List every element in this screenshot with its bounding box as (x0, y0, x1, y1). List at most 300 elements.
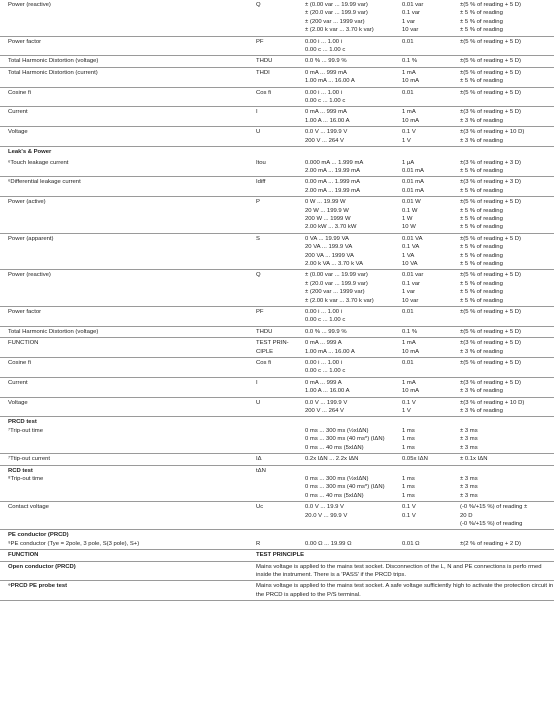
function-header: FUNCTION (0, 550, 248, 561)
cell-line: 0 mA ... 999 A (305, 379, 342, 386)
range-cell (297, 147, 394, 158)
resolution-cell (394, 158, 452, 177)
function-cell (0, 397, 248, 417)
cell-line (305, 531, 394, 539)
cell-line: 1 ms (402, 492, 415, 499)
table-row (0, 233, 554, 270)
cell-line: TEST PRIN- (256, 340, 289, 347)
cell-line: ⁹PE conductor (Tye = 2pole, 3 pole, S(3 pole), S+) (8, 540, 140, 547)
cell-line: 0.01 mA (402, 187, 424, 194)
cell-line: Cosine fi (8, 360, 31, 367)
resolution-cell (394, 147, 452, 158)
cell-line: 0.2x IΔN ... 2.2x IΔN (305, 456, 359, 463)
cell-line (8, 444, 248, 452)
function-cell (0, 377, 248, 397)
symbol-cell (248, 417, 297, 454)
symbol-cell (248, 67, 297, 87)
symbol-cell (248, 377, 297, 397)
note-text: Mains voltage is applied to the mains test socket. Disconnection of the L, N and PE connections is perfo rmed inside the instrument. There is a 'PASS' if the PRCD trips. (248, 561, 554, 581)
range-cell (297, 270, 394, 307)
accuracy-cell (452, 67, 554, 87)
resolution-cell (394, 338, 452, 358)
cell-line: THDU (256, 328, 273, 335)
accuracy-cell (452, 36, 554, 56)
cell-line: 0 W ... 19.99 W (305, 199, 346, 206)
cell-line: Total Harmonic Distortion (voltage) (8, 58, 99, 65)
range-cell (297, 326, 394, 337)
range-cell (297, 0, 394, 36)
cell-line: 10 W (402, 224, 416, 231)
cell-line: Cos fi (256, 360, 272, 367)
cell-line: 0.00 i ... 1.00 i (305, 89, 343, 96)
cell-line: Cosine fi (8, 89, 31, 96)
cell-line: 1 mA (402, 379, 416, 386)
cell-line: Current (8, 109, 28, 116)
function-cell (0, 307, 248, 327)
resolution-cell (394, 377, 452, 397)
cell-line: 0 ms ... 300 ms (40 ms*) (IΔN) (305, 484, 385, 491)
cell-line: 0.1 W (402, 207, 418, 214)
range-cell (297, 127, 394, 147)
cell-line: I (256, 109, 258, 116)
cell-line: ±(3 % of reading + 3 D) (460, 159, 522, 166)
cell-line: 1 ms (402, 484, 415, 491)
cell-line: 0.0 % ... 99.9 % (305, 328, 347, 335)
cell-line: 10 VA (402, 260, 418, 267)
resolution-cell (394, 177, 452, 197)
table-row (0, 417, 554, 454)
cell-line: Total Harmonic Distortion (current) (8, 69, 98, 76)
cell-line (402, 418, 452, 426)
cell-line: 0.0 % ... 99.9 % (305, 58, 347, 65)
cell-line: ± (0.00 var ... 19.99 var) (305, 272, 368, 279)
cell-line: ± 3 ms (460, 444, 478, 451)
cell-line: Cos fi (256, 89, 272, 96)
resolution-cell (394, 107, 452, 127)
cell-line (256, 418, 297, 426)
cell-line: R (256, 540, 261, 547)
cell-line: ±(3 % of reading + 10 D) (460, 129, 525, 136)
cell-line (8, 435, 248, 443)
cell-line: ⁸Trip-out time (8, 475, 44, 482)
table-row (0, 56, 554, 67)
table-row (0, 326, 554, 337)
resolution-cell (394, 326, 452, 337)
function-cell (0, 67, 248, 87)
symbol-cell (248, 177, 297, 197)
symbol-cell (248, 107, 297, 127)
cell-line: 0.00 c ... 1.00 c (305, 47, 346, 54)
table-row (0, 358, 554, 378)
symbol-cell (248, 56, 297, 67)
resolution-cell (394, 87, 452, 107)
symbol-cell (248, 127, 297, 147)
accuracy-cell (452, 56, 554, 67)
symbol-cell (248, 0, 297, 36)
cell-line: 1 ms (402, 427, 415, 434)
cell-line: ±(3 % of reading + 10 D) (460, 399, 525, 406)
cell-line: 1 ms (402, 436, 415, 443)
cell-line: 0.1 % (402, 58, 418, 65)
cell-line: ±(5 % of reading + 5 D) (460, 38, 522, 45)
cell-line: ± 5 % of reading (460, 27, 503, 34)
table-row (0, 127, 554, 147)
accuracy-cell (452, 177, 554, 197)
cell-line: ⁷Ttip-out current (8, 456, 51, 463)
cell-line: ± 3 ms (460, 475, 478, 482)
cell-line: ± (20.0 var ... 199.9 var) (305, 280, 368, 287)
cell-line: ± 3 % of reading (460, 137, 503, 144)
cell-line: IΔ (256, 456, 262, 463)
cell-line: 0.01 var (402, 2, 424, 8)
cell-line: ± 5 % of reading (460, 167, 503, 174)
range-cell (297, 358, 394, 378)
cell-line: Power factor (8, 309, 42, 315)
cell-line: ±(5 % of reading + 5 D) (460, 199, 522, 206)
cell-line: ± 5 % of reading (460, 260, 503, 267)
range-cell (297, 530, 394, 550)
resolution-cell (394, 307, 452, 327)
section-heading: PRCD test (8, 419, 37, 426)
resolution-cell (394, 465, 452, 502)
function-cell (0, 530, 248, 550)
resolution-cell (394, 358, 452, 378)
cell-line: 0.00 i ... 1.00 i (305, 38, 343, 45)
resolution-cell (394, 56, 452, 67)
table-row (0, 0, 554, 36)
accuracy-cell (452, 87, 554, 107)
cell-line: ± (20.0 var ... 199.9 var) (305, 10, 368, 17)
cell-line: 0.000 mA ... 1.999 mA (305, 159, 364, 166)
note-label: Open conductor (PRCD) (0, 561, 248, 581)
cell-line: 0.1 V (402, 504, 416, 511)
range-cell (297, 454, 394, 465)
cell-line: THDU (256, 58, 273, 65)
cell-line: 0.01 (402, 38, 414, 45)
range-cell (297, 107, 394, 127)
cell-line (305, 418, 394, 426)
cell-line: 0.00 i ... 1.00 i (305, 360, 343, 367)
cell-line: CIPLE (256, 348, 274, 355)
cell-line: ±(5 % of reading + 5 D) (460, 328, 522, 335)
cell-line: ±(5 % of reading + 5 D) (460, 58, 522, 65)
cell-line: P (256, 199, 260, 206)
cell-line: 0.1 V (402, 129, 416, 136)
resolution-cell (394, 197, 452, 234)
cell-line: 0.00 i ... 1.00 i (305, 309, 343, 315)
cell-line: 0.01 mA (402, 179, 424, 186)
cell-line: ±(5 % of reading + 5 D) (460, 89, 522, 96)
symbol-cell (248, 158, 297, 177)
accuracy-cell (452, 233, 554, 270)
cell-line: Contact voltage (8, 504, 49, 511)
cell-line: 2.00 k VA ... 3.70 k VA (305, 260, 364, 267)
cell-line: 0.1 var (402, 10, 421, 17)
function-cell (0, 454, 248, 465)
cell-line: 0.00 c ... 1.00 c (305, 368, 346, 375)
table-row (0, 377, 554, 397)
cell-line: Current (8, 379, 28, 386)
accuracy-cell (452, 397, 554, 417)
cell-line: 0 ms ... 40 ms (5xIΔN) (305, 492, 364, 499)
range-cell (297, 397, 394, 417)
symbol-cell (248, 147, 297, 158)
symbol-cell (248, 338, 297, 358)
cell-line: 0.00 mA ... 1.999 mA (305, 179, 361, 186)
cell-line: 0.01 W (402, 199, 421, 206)
cell-line: Q (256, 272, 261, 279)
table-row (0, 502, 554, 530)
accuracy-cell (452, 0, 554, 36)
cell-line: ± 0.1x IΔN (460, 456, 488, 463)
cell-line: 200 VA ... 1999 VA (305, 252, 354, 259)
symbol-cell (248, 87, 297, 107)
cell-line: 0.1 V (402, 399, 416, 406)
cell-line: ± 5 % of reading (460, 289, 503, 296)
resolution-cell (394, 502, 452, 530)
function-cell (0, 338, 248, 358)
resolution-cell (394, 397, 452, 417)
cell-line: 0 mA ... 999 mA (305, 69, 347, 76)
resolution-cell (394, 0, 452, 36)
symbol-cell (248, 397, 297, 417)
range-cell (297, 177, 394, 197)
resolution-cell (394, 530, 452, 550)
cell-line: 0.01 (402, 89, 414, 96)
symbol-cell (248, 233, 297, 270)
accuracy-cell (452, 307, 554, 327)
table-row (0, 465, 554, 502)
cell-line: ± (200 var ... 1999 var) (305, 18, 365, 25)
table-row (0, 36, 554, 56)
cell-line: 1 VA (402, 252, 415, 259)
cell-line: 1 μA (402, 159, 415, 166)
table-row (0, 177, 554, 197)
cell-line: ±(5 % of reading + 5 D) (460, 309, 522, 315)
function-cell (0, 270, 248, 307)
range-cell (297, 417, 394, 454)
range-cell (297, 502, 394, 530)
symbol-cell (248, 530, 297, 550)
cell-line: ±(5 % of reading + 5 D) (460, 272, 522, 279)
cell-line: ±(5 % of reading + 5 D) (460, 360, 522, 367)
cell-line: ± 3 ms (460, 436, 478, 443)
accuracy-cell (452, 158, 554, 177)
note-text: Mains voltage is applied to the mains test socket. A safe voltage sufficiently high to activate the protection circuit in the PRCD is applied to the P/S terminal. (248, 581, 554, 601)
cell-line: 1 W (402, 215, 413, 222)
accuracy-cell (452, 454, 554, 465)
cell-line: PF (256, 38, 264, 45)
cell-line: ± 3 ms (460, 484, 478, 491)
cell-line: 0 ms ... 300 ms (½xIΔN) (305, 475, 369, 482)
accuracy-cell (452, 326, 554, 337)
cell-line: 200 V ... 264 V (305, 137, 344, 144)
cell-line: 0 ms ... 300 ms (40 ms*) (IΔN) (305, 436, 385, 443)
cell-line: 10 var (402, 297, 419, 304)
cell-line: ⁶Touch leakage current (8, 159, 69, 166)
resolution-cell (394, 417, 452, 454)
accuracy-cell (452, 377, 554, 397)
function-cell (0, 127, 248, 147)
cell-line: ± (200 var ... 1999 var) (305, 289, 365, 296)
symbol-cell (248, 502, 297, 530)
cell-line: ±(5 % of reading + 5 D) (460, 235, 522, 242)
function-cell (0, 197, 248, 234)
accuracy-cell (452, 465, 554, 502)
symbol-cell (248, 36, 297, 56)
cell-line: 1 mA (402, 69, 416, 76)
table-row (0, 147, 554, 158)
table-row (0, 270, 554, 307)
accuracy-cell (452, 147, 554, 158)
cell-line: 1 ms (402, 444, 415, 451)
cell-line: FUNCTION (8, 340, 39, 347)
section-heading: PE conductor (PRCD) (8, 532, 69, 539)
cell-line: ±(2 % of reading + 2 D) (460, 540, 522, 547)
cell-line: 10 mA (402, 388, 420, 395)
table-row (0, 530, 554, 550)
function-cell (0, 158, 248, 177)
accuracy-cell (452, 127, 554, 147)
cell-line: Power (active) (8, 199, 46, 206)
cell-line: 1 var (402, 289, 416, 296)
cell-line: Power (reactive) (8, 272, 51, 279)
cell-line: 200 W ... 1999 W (305, 215, 351, 222)
cell-line: ± 5 % of reading (460, 10, 503, 17)
cell-line: ± 3 % of reading (460, 117, 503, 124)
cell-line (305, 467, 394, 475)
cell-line: 1 V (402, 408, 411, 415)
cell-line: ±(3 % of reading + 5 D) (460, 109, 522, 116)
resolution-cell (394, 270, 452, 307)
cell-line: Idiff (256, 179, 266, 186)
table-row (0, 67, 554, 87)
cell-line (460, 418, 554, 426)
cell-line: I (256, 379, 258, 386)
cell-line: 0.01 (402, 360, 414, 367)
note-row (0, 581, 554, 601)
function-cell (0, 326, 248, 337)
note-label: ⁹PRCD PE probe test (0, 581, 248, 601)
cell-line: ± 5 % of reading (460, 18, 503, 25)
range-cell (297, 67, 394, 87)
table-row (0, 158, 554, 177)
cell-line: Voltage (8, 399, 28, 406)
function-cell (0, 233, 248, 270)
function-cell (0, 465, 248, 502)
cell-line: ±(5 % of reading + 5 D) (460, 2, 522, 8)
cell-line: 0.00 c ... 1.00 c (305, 98, 346, 105)
cell-line: ± (2.00 k var ... 3.70 k var) (305, 297, 374, 304)
cell-line: 10 mA (402, 348, 420, 355)
cell-line: ± 3 % of reading (460, 408, 503, 415)
cell-line: THDI (256, 69, 270, 76)
cell-line: 0.0 V ... 19.9 V (305, 504, 344, 511)
cell-line (402, 531, 452, 539)
cell-line: tΔN (256, 467, 266, 474)
resolution-cell (394, 454, 452, 465)
range-cell (297, 465, 394, 502)
cell-line (256, 427, 297, 435)
table-row (0, 307, 554, 327)
cell-line: ± 5 % of reading (460, 224, 503, 231)
function-cell (0, 177, 248, 197)
table-row (0, 197, 554, 234)
cell-line: 0.01 var (402, 272, 424, 279)
cell-line: 10 mA (402, 78, 420, 85)
cell-line: 0.1 V (402, 512, 416, 519)
accuracy-cell (452, 270, 554, 307)
cell-line: ± 5 % of reading (460, 297, 503, 304)
cell-line: ⁷Trip-out time (8, 427, 43, 434)
range-cell (297, 377, 394, 397)
symbol-cell (248, 197, 297, 234)
symbol-cell (248, 454, 297, 465)
cell-line: 0.01 (402, 309, 414, 315)
cell-line: ± 3 ms (460, 427, 478, 434)
cell-line: 0.05x IΔN (402, 456, 428, 463)
cell-line: Voltage (8, 129, 28, 136)
cell-line (460, 467, 554, 475)
cell-line: 20.0 V ... 99.9 V (305, 512, 348, 519)
cell-line: 0 mA ... 999 A (305, 340, 342, 347)
cell-line: Uc (256, 504, 264, 511)
cell-line (256, 475, 297, 483)
cell-line (8, 492, 248, 500)
cell-line: 0.1 var (402, 280, 421, 287)
cell-line: 1.00 A ... 16.00 A (305, 117, 350, 124)
cell-line: 0.01 Ω (402, 540, 420, 547)
cell-line: 0 VA ... 19.99 VA (305, 235, 349, 242)
symbol-cell (248, 465, 297, 502)
cell-line: 0.0 V ... 199.9 V (305, 399, 348, 406)
range-cell (297, 233, 394, 270)
function-cell (0, 417, 248, 454)
symbol-cell (248, 307, 297, 327)
cell-line: ± (0.00 var ... 19.99 var) (305, 2, 368, 8)
function-cell (0, 36, 248, 56)
resolution-cell (394, 127, 452, 147)
cell-line (402, 467, 452, 475)
cell-line: Power (reactive) (8, 2, 51, 8)
cell-line: ± 5 % of reading (460, 78, 503, 85)
cell-line: ± 5 % of reading (460, 187, 503, 194)
table-row (0, 338, 554, 358)
cell-line: 1.00 mA ... 16.00 A (305, 78, 355, 85)
resolution-cell (394, 67, 452, 87)
cell-line: 0 ms ... 40 ms (5xIΔN) (305, 444, 364, 451)
cell-line: ⁶Differential leakage current (8, 179, 81, 186)
cell-line: 0.00 Ω ... 19.99 Ω (305, 540, 352, 547)
cell-line: (-0 %/+15 %) of reading (460, 520, 523, 527)
cell-line: 0.0 V ... 199.9 V (305, 129, 348, 136)
symbol-cell (248, 326, 297, 337)
cell-line: (-0 %/+15 %) of reading ± (460, 504, 528, 511)
cell-line: Power factor (8, 38, 42, 45)
section-heading: RCD test (8, 467, 33, 474)
symbol-cell (248, 358, 297, 378)
table-row (0, 107, 554, 127)
cell-line: 0 mA ... 999 mA (305, 109, 347, 116)
cell-line: U (256, 129, 261, 136)
cell-line: 0 ms ... 300 ms (½xIΔN) (305, 427, 369, 434)
cell-line: ± 5 % of reading (460, 215, 503, 222)
cell-line: ± 5 % of reading (460, 280, 503, 287)
cell-line: ± 5 % of reading (460, 244, 503, 251)
function-cell (0, 0, 248, 36)
table-row (0, 454, 554, 465)
cell-line: 0.1 % (402, 328, 418, 335)
